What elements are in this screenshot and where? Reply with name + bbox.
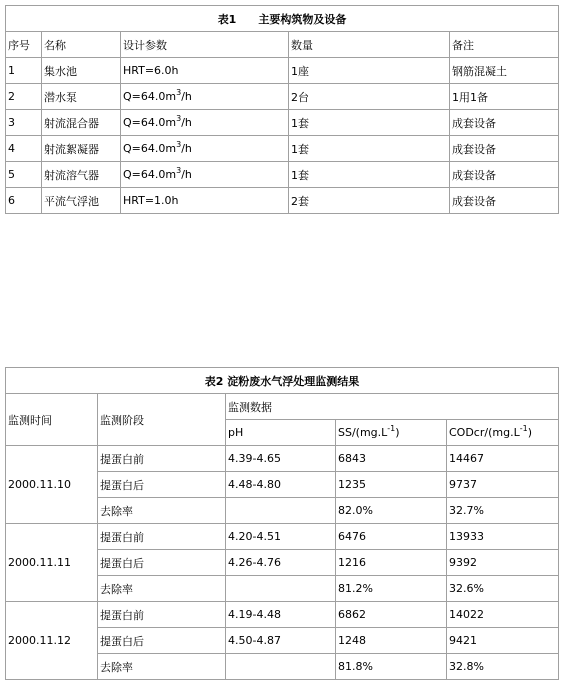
table1-header-row: [6, 32, 559, 58]
table1-header-cell: 数量: [289, 32, 450, 58]
table2-cell: 1235: [336, 472, 447, 498]
table2-cell: 1248: [336, 628, 447, 654]
table1-cell: 2套: [289, 188, 450, 214]
table2-cell: 提蛋白后: [98, 472, 226, 498]
table2-title-row: [6, 368, 559, 394]
table1-cell: 2: [6, 84, 42, 110]
table1-cell: 成套设备: [450, 110, 559, 136]
table1-row: [6, 162, 559, 188]
table1-cell: 成套设备: [450, 136, 559, 162]
table2-row: [6, 524, 559, 550]
table1-cell: 2台: [289, 84, 450, 110]
table2-cell: 6843: [336, 446, 447, 472]
table2-cell: [226, 654, 336, 680]
table1-cell: $Q=64.0m^3/h$: [121, 84, 289, 110]
table1-cell: 1套: [289, 136, 450, 162]
table2-cell: 82.0%: [336, 498, 447, 524]
date-cell: 2000.11.12: [6, 602, 98, 680]
table1-cell: 1: [6, 58, 42, 84]
table2-cell: 9392: [447, 550, 559, 576]
table1-header-cell: 设计参数: [121, 32, 289, 58]
table1-cell: 成套设备: [450, 188, 559, 214]
table2-cell: 4.26-4.76: [226, 550, 336, 576]
table1-title: 表1 主要构筑物及设备: [6, 6, 559, 32]
table2-cell: 去除率: [98, 498, 226, 524]
table2-cell: 14467: [447, 446, 559, 472]
table1-cell: 射流溶气器: [42, 162, 121, 188]
table2-cell: 去除率: [98, 654, 226, 680]
table2-cell: 提蛋白前: [98, 524, 226, 550]
table2-cell: 32.8%: [447, 654, 559, 680]
date-cell: 2000.11.10: [6, 446, 98, 524]
table1-cell: 平流气浮池: [42, 188, 121, 214]
table1-cell: 集水池: [42, 58, 121, 84]
table1-cell: 1用1备: [450, 84, 559, 110]
table2-cell: 提蛋白后: [98, 550, 226, 576]
table2-cell: 提蛋白前: [98, 602, 226, 628]
table2-title: 表2 淀粉废水气浮处理监测结果: [6, 368, 559, 394]
table1-header-cell: 备注: [450, 32, 559, 58]
table2-cell: 6476: [336, 524, 447, 550]
table2-cell: 81.2%: [336, 576, 447, 602]
date-cell: 2000.11.11: [6, 524, 98, 602]
table2-cell: 81.8%: [336, 654, 447, 680]
table2-cell: 9737: [447, 472, 559, 498]
table1-row: [6, 58, 559, 84]
table1-cell: 4: [6, 136, 42, 162]
table1-cell: 钢筋混凝土: [450, 58, 559, 84]
table2-cell: 14022: [447, 602, 559, 628]
table2-cell: 去除率: [98, 576, 226, 602]
table1-cell: 1座: [289, 58, 450, 84]
table2-cell: 4.50-4.87: [226, 628, 336, 654]
table2-cell: 6862: [336, 602, 447, 628]
table2-cell: [226, 576, 336, 602]
table2-cell: 13933: [447, 524, 559, 550]
table2-row: [6, 602, 559, 628]
header-ss: $SS/(mg.L^{-1})$: [336, 420, 447, 446]
table1-header-cell: 序号: [6, 32, 42, 58]
table2-cell: 32.7%: [447, 498, 559, 524]
header-data: 监测数据: [226, 394, 559, 420]
equipment-table: [5, 5, 559, 214]
table1-header-cell: 名称: [42, 32, 121, 58]
table1-cell: 射流絮凝器: [42, 136, 121, 162]
table1-cell: 1套: [289, 162, 450, 188]
table2-cell: 1216: [336, 550, 447, 576]
table2-cell: 4.48-4.80: [226, 472, 336, 498]
table1-row: [6, 110, 559, 136]
header-time: 监测时间: [6, 394, 98, 446]
table1-cell: $Q=64.0m^3/h$: [121, 136, 289, 162]
table1-cell: HRT=1.0h: [121, 188, 289, 214]
header-ph: pH: [226, 420, 336, 446]
table2-cell: 4.39-4.65: [226, 446, 336, 472]
table2-cell: 9421: [447, 628, 559, 654]
table2-cell: 32.6%: [447, 576, 559, 602]
table1-title-row: [6, 6, 559, 32]
table1-cell: $Q=64.0m^3/h$: [121, 162, 289, 188]
table1-row: [6, 84, 559, 110]
table1-row: [6, 136, 559, 162]
table1-cell: HRT=6.0h: [121, 58, 289, 84]
table2-header-row: [6, 394, 559, 420]
table1-cell: 射流混合器: [42, 110, 121, 136]
monitoring-table: [5, 367, 559, 680]
table2-cell: 提蛋白后: [98, 628, 226, 654]
table2-cell: 4.19-4.48: [226, 602, 336, 628]
table1-cell: 5: [6, 162, 42, 188]
table1-cell: 1套: [289, 110, 450, 136]
header-cod: CODcr/$(mg.L^{-1})$: [447, 420, 559, 446]
table1-cell: 6: [6, 188, 42, 214]
table1-cell: 3: [6, 110, 42, 136]
table1-cell: 成套设备: [450, 162, 559, 188]
table2-row: [6, 446, 559, 472]
table1-cell: $Q=64.0m^3/h$: [121, 110, 289, 136]
table2-cell: 4.20-4.51: [226, 524, 336, 550]
table2-cell: [226, 498, 336, 524]
header-stage: 监测阶段: [98, 394, 226, 446]
table2-cell: 提蛋白前: [98, 446, 226, 472]
table1-cell: 潜水泵: [42, 84, 121, 110]
table1-row: [6, 188, 559, 214]
